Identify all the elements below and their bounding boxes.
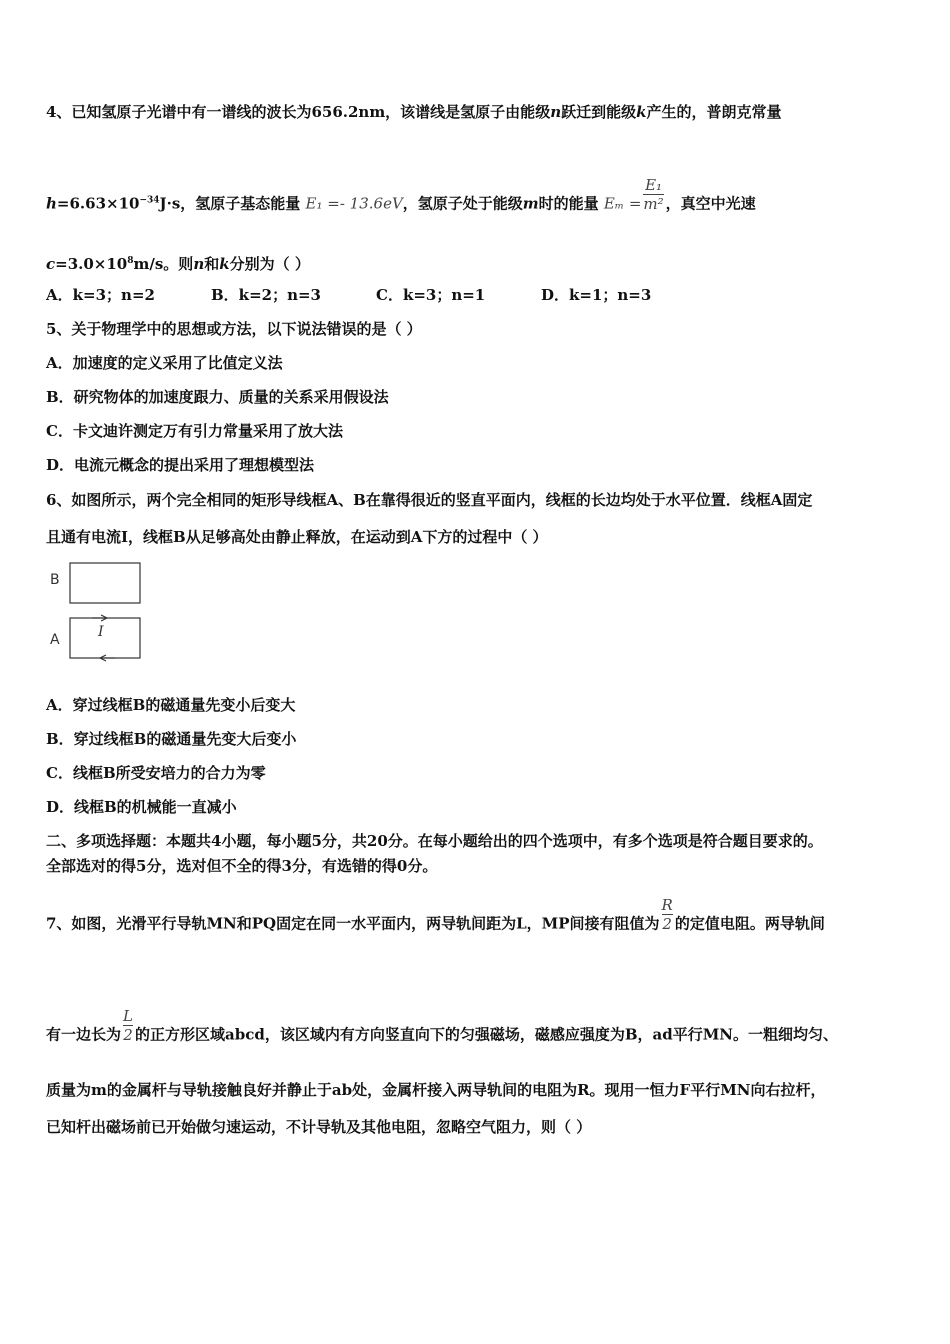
q4-text: 产生的，普朗克常量	[646, 103, 782, 121]
q6-option-c: C．线框B所受安培力的合力为零	[46, 764, 266, 782]
l-numerator: L	[123, 1007, 133, 1025]
loop-b	[70, 563, 140, 603]
q4-option-c: C．k=3；n=1	[376, 286, 486, 304]
q7-line-1	[46, 896, 825, 943]
q7-line-3: 质量为m的金属杆与导轨接触良好并静止于ab处，金属杆接入两导轨间的电阻为R。现用一恒力F平行MN向右拉杆，	[46, 1081, 826, 1099]
q4-text: 和	[204, 255, 220, 273]
q7-text: 7、如图，光滑平行导轨MN和PQ固定在同一水平面内，两导轨间距为L，MP间接有阻值为	[46, 914, 660, 933]
q6-figure	[46, 560, 166, 670]
var-c: c	[46, 255, 56, 273]
var-m: m	[522, 194, 539, 213]
q4-option-d: D．k=1；n=3	[541, 286, 652, 304]
q4-option-a: A．k=3；n=2	[46, 286, 155, 304]
var-k: k	[636, 103, 647, 121]
h-unit: J·s，氢原子基态能量	[159, 194, 301, 213]
section2-line-2: 全部选对的得5分，选对但不全的得3分，有选错的得0分。	[46, 857, 438, 875]
label-a: A	[50, 632, 60, 648]
em-fraction	[643, 176, 663, 213]
q6-option-d: D．线框B的机械能一直减小	[46, 798, 237, 816]
q7-line-2	[46, 1007, 839, 1054]
q5-option-d: D．电流元概念的提出采用了理想模型法	[46, 456, 315, 474]
q4-line-1	[46, 102, 782, 122]
q6-stem-line-1: 6、如图所示，两个完全相同的矩形导线框A、B在靠得很近的竖直平面内，线框的长边均处于水平位置．线框A固定	[46, 491, 813, 509]
r-denominator: 2	[662, 915, 672, 933]
l-half-fraction	[123, 1007, 133, 1044]
q7-text: 有一边长为	[46, 1025, 122, 1044]
q4-text: 4、已知氢原子光谱中有一谱线的波长为656.2nm，该谱线是氢原子由能级	[46, 103, 551, 121]
em-label: Eₘ =	[603, 194, 642, 213]
q7-text: 的定值电阻。两导轨间	[674, 914, 825, 933]
r-half-fraction	[662, 896, 673, 933]
loop-a	[70, 618, 140, 658]
c-exponent: 8	[127, 256, 134, 266]
var-k: k	[219, 255, 230, 273]
q4-text: 跃迁到能级	[561, 103, 637, 121]
q4-line-2	[46, 176, 756, 223]
q6-stem-line-2: 且通有电流I，线框B从足够高处由静止释放，在运动到A下方的过程中（ ）	[46, 528, 548, 546]
loop-diagram	[46, 560, 166, 670]
section2-line-1: 二、多项选择题：本题共4小题，每小题5分，共20分。在每小题给出的四个选项中，有多个选项是符合题目要求的。	[46, 832, 823, 850]
q4-text: 时的能量	[538, 194, 599, 213]
q4-option-b: B．k=2；n=3	[211, 286, 321, 304]
h-value: =6.63×10	[56, 194, 140, 213]
l-denominator: 2	[123, 1026, 133, 1044]
em-denominator: m²	[643, 195, 664, 213]
q6-option-a: A．穿过线框B的磁通量先变小后变大	[46, 696, 296, 714]
q4-line-3	[46, 251, 310, 274]
q5-stem: 5、关于物理学中的思想或方法，以下说法错误的是（ ）	[46, 320, 422, 338]
q4-text: 分别为（ ）	[229, 255, 310, 273]
r-numerator: R	[661, 896, 673, 914]
q7-line-4: 已知杆出磁场前已开始做匀速运动，不计导轨及其他电阻，忽略空气阻力，则（ ）	[46, 1118, 592, 1136]
q6-option-b: B．穿过线框B的磁通量先变大后变小	[46, 730, 297, 748]
var-n: n	[550, 103, 562, 121]
q5-option-c: C．卡文迪许测定万有引力常量采用了放大法	[46, 422, 343, 440]
c-value: =3.0×10	[55, 255, 128, 273]
q4-text: ，氢原子处于能级	[402, 194, 523, 213]
q5-option-a: A．加速度的定义采用了比值定义法	[46, 354, 283, 372]
var-h: h	[46, 194, 57, 213]
var-n: n	[193, 255, 205, 273]
q5-option-b: B．研究物体的加速度跟力、质量的关系采用假设法	[46, 388, 389, 406]
em-numerator: E₁	[645, 176, 663, 194]
label-current: I	[98, 624, 104, 640]
c-unit: m/s。则	[133, 255, 194, 273]
label-b: B	[50, 572, 60, 588]
h-exponent: −34	[139, 195, 160, 206]
e1-formula: E₁ =- 13.6eV	[305, 194, 403, 213]
q4-text: ，真空中光速	[665, 194, 756, 213]
q7-text: 的正方形区域abcd，该区域内有方向竖直向下的匀强磁场，磁感应强度为B，ad平行MN。一粗细均匀、	[134, 1025, 839, 1044]
